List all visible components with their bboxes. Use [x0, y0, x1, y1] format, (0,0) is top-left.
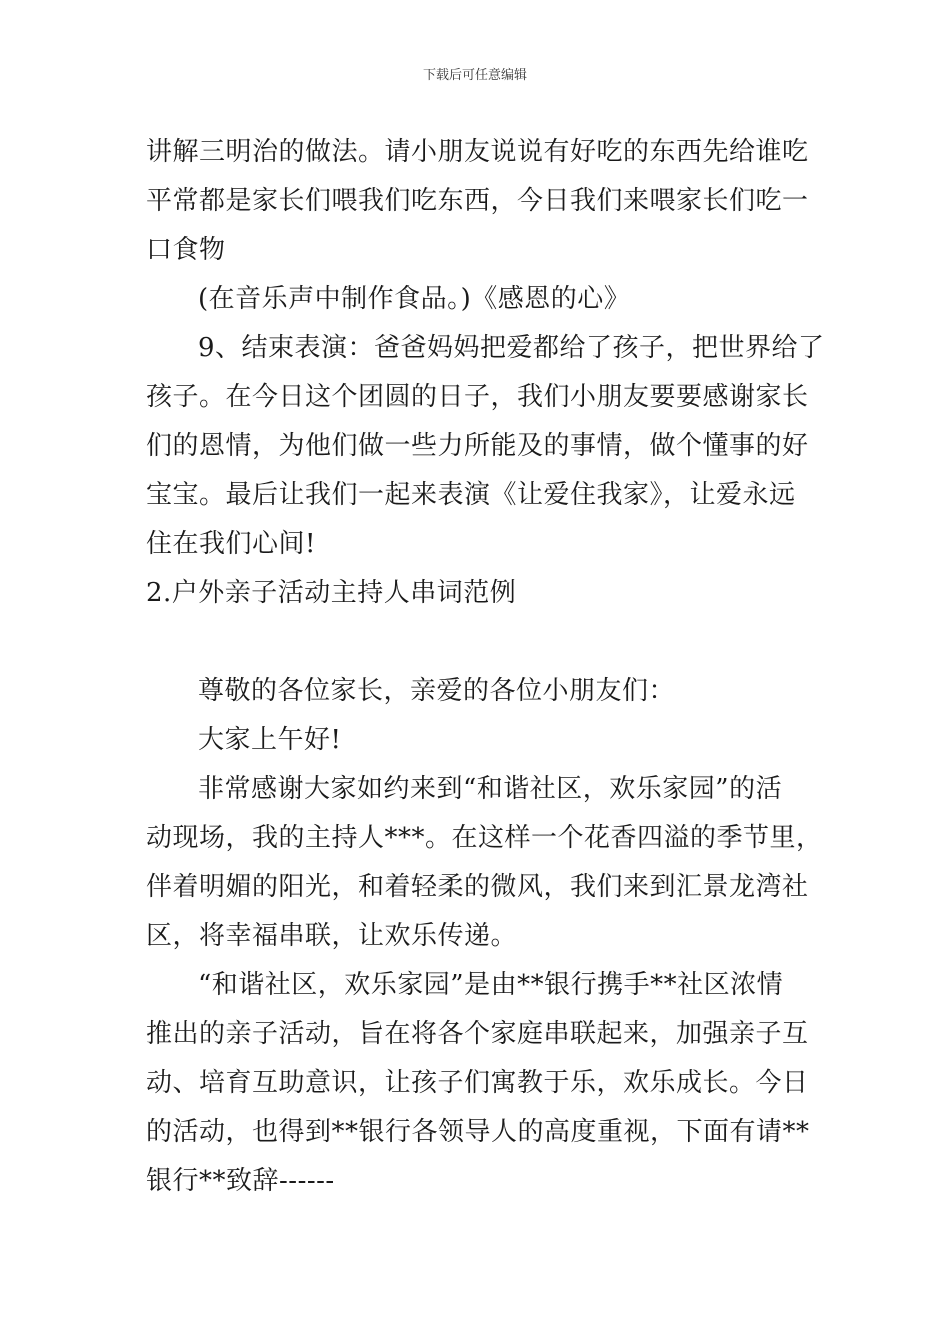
text-line: 宝宝。最后让我们一起来表演《让爱住我家》，让爱永远: [146, 480, 796, 510]
text-line: 们的恩情，为他们做一些力所能及的事情，做个懂事的好: [146, 431, 809, 461]
text-line: 推出的亲子活动，旨在将各个家庭串联起来，加强亲子互: [146, 1019, 809, 1049]
text-line: 大家上午好!: [198, 725, 342, 755]
text-line: 口食物: [146, 235, 226, 265]
text-line: 伴着明媚的阳光，和着轻柔的微风，我们来到汇景龙湾社: [146, 872, 809, 902]
header-note: 下载后可任意编辑: [422, 68, 527, 83]
text-line: 尊敬的各位家长，亲爱的各位小朋友们：: [198, 676, 676, 706]
text-line: 动现场，我的主持人***。在这样一个花香四溢的季节里，: [146, 823, 823, 853]
text-line: 9、结束表演：爸爸妈妈把爱都给了孩子，把世界给了: [198, 333, 825, 363]
blank-line: [146, 618, 816, 667]
text-line: 住在我们心间!: [146, 529, 316, 559]
text-line: “和谐社区，欢乐家园”是由**银行携手**社区浓情: [198, 970, 784, 1000]
text-line: 平常都是家长们喂我们吃东西，今日我们来喂家长们吃一: [146, 186, 809, 216]
text-line: 讲解三明治的做法。请小朋友说说有好吃的东西先给谁吃: [146, 137, 809, 167]
text-line: 区，将幸福串联，让欢乐传递。: [146, 921, 518, 951]
text-line: 的活动，也得到**银行各领导人的高度重视，下面有请**: [146, 1117, 810, 1147]
text-line: 非常感谢大家如约来到“和谐社区，欢乐家园”的活: [198, 774, 783, 804]
document-body: [146, 128, 825, 1206]
text-line: (在音乐声中制作食品。)《感恩的心》: [198, 284, 631, 314]
text-line: 银行**致辞------: [146, 1166, 335, 1196]
text-line: 动、培育互助意识，让孩子们寓教于乐，欢乐成长。今日: [146, 1068, 809, 1098]
text-line: 孩子。在今日这个团圆的日子，我们小朋友要要感谢家长: [146, 382, 809, 412]
section-heading: 2.户外亲子活动主持人串词范例: [146, 578, 517, 608]
